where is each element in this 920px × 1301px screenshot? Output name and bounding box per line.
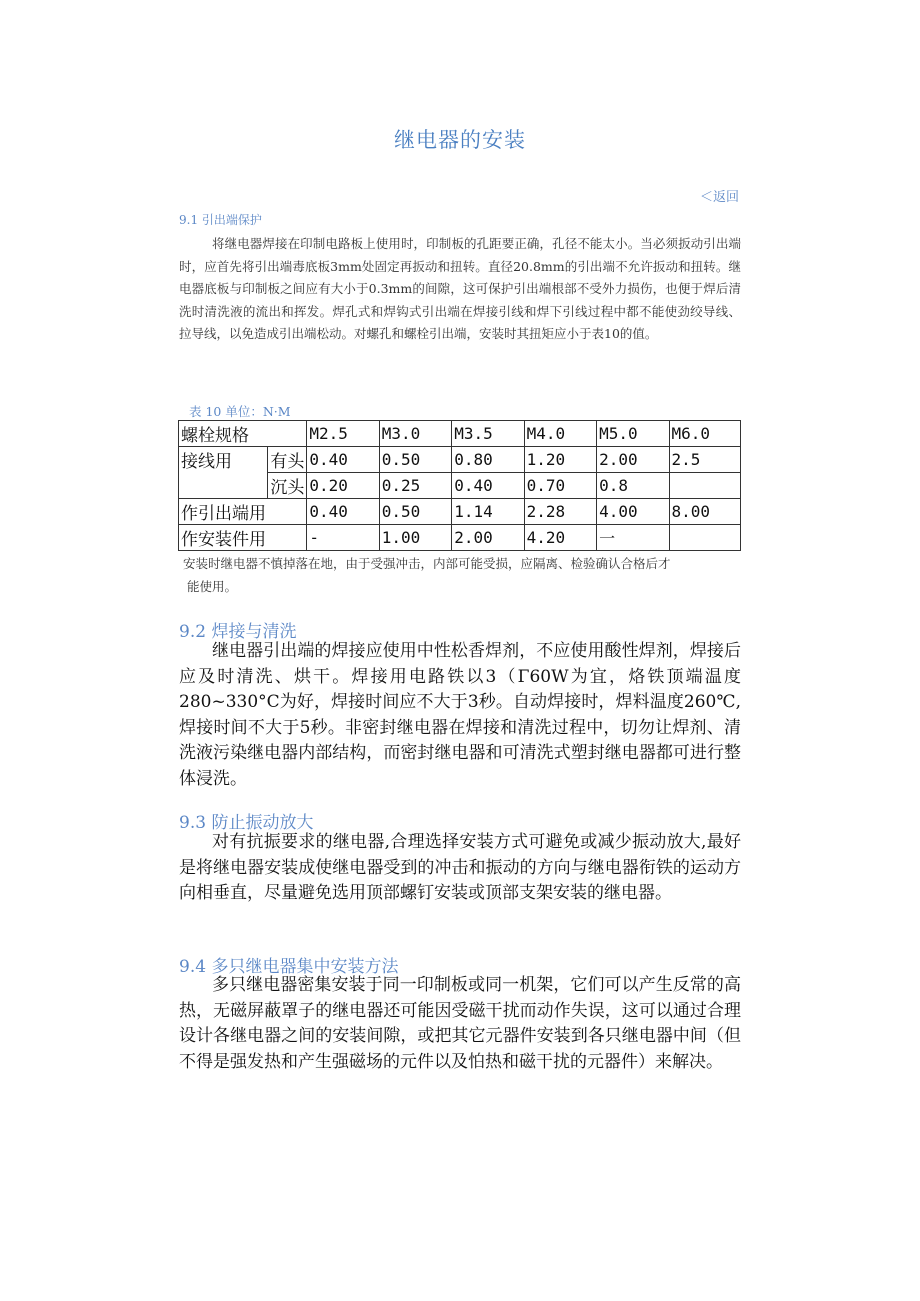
table-cell: 0.20 — [307, 473, 379, 499]
table-note — [183, 553, 743, 598]
table-cell: 2.00 — [452, 525, 524, 551]
table-header-cell: M4.0 — [524, 421, 596, 447]
table-note-line: 安装时继电器不慎掉落在地，由于受强冲击，内部可能受损，应隔离、检验确认合格后才 — [183, 556, 671, 571]
table-cell: 0.40 — [307, 447, 379, 473]
table-row-label: 作引出端用 — [179, 499, 307, 525]
table-header-label: 螺栓规格 — [179, 421, 307, 447]
table-header-row — [179, 421, 741, 447]
table-cell: 0.70 — [524, 473, 596, 499]
table-cell: 4.00 — [597, 499, 669, 525]
page-title: 继电器的安装 — [394, 128, 526, 152]
table-cell: 一 — [597, 525, 669, 551]
table-cell: 0.80 — [452, 447, 524, 473]
section-9-3-heading: 9.3 防止振动放大 — [179, 813, 314, 833]
section-9-2-paragraph: 继电器引出端的焊接应使用中性松香焊剂，不应使用酸性焊剂，焊接后应及时清洗、烘干。焊接用电路铁以3（Γ60W为宜，烙铁顶端温度280~330°C为好，焊接时间应不大于3秒。自动焊接时，焊料温度260℃,焊接时间不大于5秒。非密封继电器在焊接和清洗过程中，切勿让焊剂、清洗液污染继电器内部结构，而密封继电器和可清洗式塑封继电器都可进行整体浸洗。 — [179, 641, 741, 789]
table-cell: 1.14 — [452, 499, 524, 525]
table-cell: 1.00 — [379, 525, 451, 551]
torque-table — [178, 420, 741, 551]
table-row — [179, 525, 741, 551]
table-cell: - — [307, 525, 379, 551]
section-9-4-paragraph: 多只继电器密集安装于同一印制板或同一机架，它们可以产生反常的高热，无磁屏蔽罩子的继电器还可能因受磁干扰而动作失误，这可以通过合理设计各继电器之间的安装间隙，或把其它元器件安装到各只继电器中间（但不得是强发热和产生强磁场的元件以及怕热和磁干扰的元器件）来解决。 — [179, 975, 741, 1072]
table-cell: 0.40 — [452, 473, 524, 499]
table-cell: 2.00 — [597, 447, 669, 473]
table-row-label: 作安装件用 — [179, 525, 307, 551]
table-cell — [669, 473, 740, 499]
section-9-2-heading: 9.2 焊接与清洗 — [179, 622, 297, 642]
table-header-cell: M3.5 — [452, 421, 524, 447]
section-9-1-heading: 9.1 引出端保护 — [179, 213, 262, 227]
table-cell: 0.50 — [379, 447, 451, 473]
table-cell: 8.00 — [669, 499, 740, 525]
table-cell: 0.8 — [597, 473, 669, 499]
table-cell: 2.5 — [669, 447, 740, 473]
table-row-label: 沉头 — [268, 473, 307, 499]
table-header-cell: M3.0 — [379, 421, 451, 447]
table-header-cell: M6.0 — [669, 421, 740, 447]
table-note-line: 能使用。 — [187, 578, 238, 594]
section-9-3-paragraph: 对有抗振要求的继电器,合理选择安装方式可避免或减少振动放大,最好是将继电器安装成使继电器受到的冲击和振动的方向与继电器衔铁的运动方向相垂直，尽量避免选用顶部螺钉安装或顶部支架安装的继电器。 — [179, 832, 741, 903]
table-caption: 表 10 单位：N·M — [189, 404, 291, 419]
table-group-label: 接线用 — [179, 447, 268, 499]
table-row-label: 有头 — [268, 447, 307, 473]
table-header-cell: M2.5 — [307, 421, 379, 447]
section-9-1-paragraph: 将继电器焊接在印制电路板上使用时，印制板的孔距要正确，孔径不能太小。当必须扳动引出端时，应首先将引出端毒底板3mm处固定再扳动和扭转。直径20.8mm的引出端不允许扳动和扭转。继电器底板与印制板之间应有大小于0.3mm的间隙，这可保护引出端根部不受外力损伤，也便于焊后清洗时清洗液的流出和挥发。焊孔式和焊钩式引出端在焊接引线和焊下引线过程中都不能使劲绞导线、拉导线，以免造成引出端松动。对螺孔和螺栓引出端，安装时其扭矩应小于表10的值。 — [179, 236, 741, 341]
back-link[interactable]: ＜返回 — [699, 190, 739, 205]
table-cell: 2.28 — [524, 499, 596, 525]
table-header-cell: M5.0 — [597, 421, 669, 447]
table-row — [179, 499, 741, 525]
table-cell: 0.25 — [379, 473, 451, 499]
table-row — [179, 447, 741, 473]
table-cell: 4.20 — [524, 525, 596, 551]
section-9-4-heading: 9.4 多只继电器集中安装方法 — [179, 957, 399, 977]
table-cell — [669, 525, 740, 551]
table-cell: 1.20 — [524, 447, 596, 473]
table-cell: 0.40 — [307, 499, 379, 525]
table-cell: 0.50 — [379, 499, 451, 525]
